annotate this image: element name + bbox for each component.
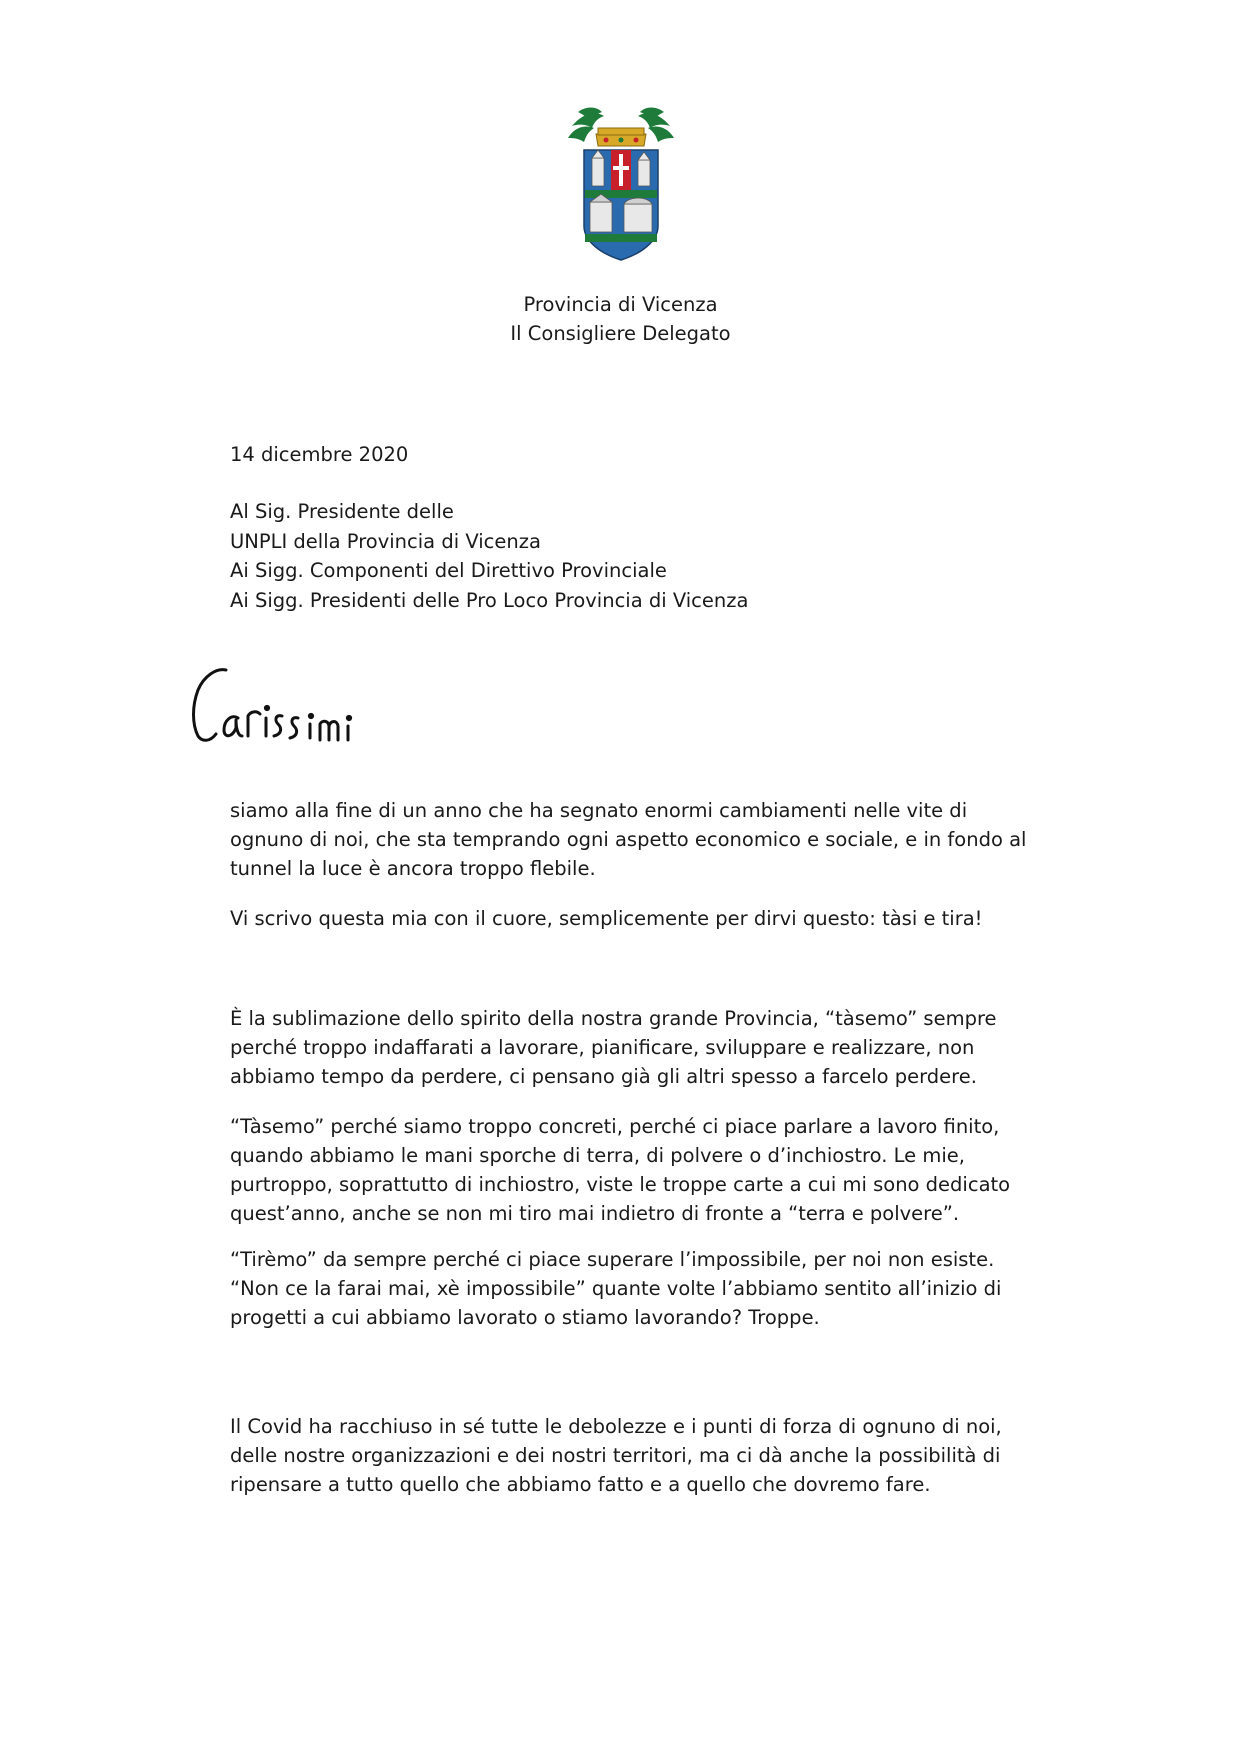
paragraph-line: quando abbiamo le mani sporche di terra, di polvere o d’inchiostro. Le mie,: [230, 1144, 965, 1167]
paragraph: [230, 1004, 1020, 1091]
paragraph-line: ripensare a tutto quello che abbiamo fatto e a quello che dovremo fare.: [230, 1473, 931, 1496]
paragraph-line: È la sublimazione dello spirito della nostra grande Provincia, “tàsemo” sempre: [230, 1007, 997, 1030]
recipient-line: Ai Sigg. Componenti del Direttivo Provinciale: [230, 559, 667, 582]
province-coat-of-arms-icon: [564, 104, 678, 262]
paragraph-line: Vi scrivo questa mia con il cuore, semplicemente per dirvi questo: tàsi e tira!: [230, 907, 983, 930]
paragraph: [230, 1245, 1020, 1332]
paragraph-line: progetti a cui abbiamo lavorato o stiamo lavorando? Troppe.: [230, 1306, 820, 1329]
letter-date: 14 dicembre 2020: [230, 443, 409, 466]
paragraph-line: “Tàsemo” perché siamo troppo concreti, perché ci piace parlare a lavoro finito,: [230, 1115, 1000, 1138]
paragraph-line: delle nostre organizzazioni e dei nostri territori, ma ci dà anche la possibilità di: [230, 1444, 1001, 1467]
paragraph-line: “Non ce la farai mai, xè impossibile” quante volte l’abbiamo sentito all’inizio di: [230, 1277, 1002, 1300]
organization-name: Provincia di Vicenza: [523, 293, 718, 316]
paragraph-line: purtroppo, soprattutto di inchiostro, viste le troppe carte a cui mi sono dedicato: [230, 1173, 1011, 1196]
paragraph-line: abbiamo tempo da perdere, ci pensano già gli altri spesso a farcelo perdere.: [230, 1065, 977, 1088]
paragraph-line: Il Covid ha racchiuso in sé tutte le debolezze e i punti di forza di ognuno di noi,: [230, 1415, 1002, 1438]
paragraph-line: perché troppo indaffarati a lavorare, pianificare, sviluppare e realizzare, non: [230, 1036, 975, 1059]
recipient-line: UNPLI della Provincia di Vicenza: [230, 529, 541, 553]
paragraph-line: quest’anno, anche se non mi tiro mai indietro di fronte a “terra e polvere”.: [230, 1202, 960, 1225]
paragraph-line: tunnel la luce è ancora troppo flebile.: [230, 857, 596, 880]
paragraph: [230, 1112, 1020, 1228]
handwritten-salutation: [186, 660, 366, 755]
recipient-line: Ai Sigg. Presidenti delle Pro Loco Provincia di Vicenza: [230, 588, 749, 612]
paragraph-line: “Tirèmo” da sempre perché ci piace superare l’impossibile, per noi non esiste.: [230, 1248, 995, 1271]
paragraph: [230, 796, 1027, 883]
signatory-role: Il Consigliere Delegato: [510, 322, 731, 345]
recipients-block: [230, 497, 748, 615]
paragraph: [230, 1412, 1020, 1499]
paragraph-line: ognuno di noi, che sta temprando ogni aspetto economico e sociale, e in fondo al: [230, 828, 1027, 851]
letterhead: [0, 290, 1241, 348]
paragraph-line: siamo alla fine di un anno che ha segnato enormi cambiamenti nelle vite di: [230, 799, 968, 822]
recipient-line: Al Sig. Presidente delle: [230, 500, 454, 523]
paragraph: [230, 904, 1020, 933]
